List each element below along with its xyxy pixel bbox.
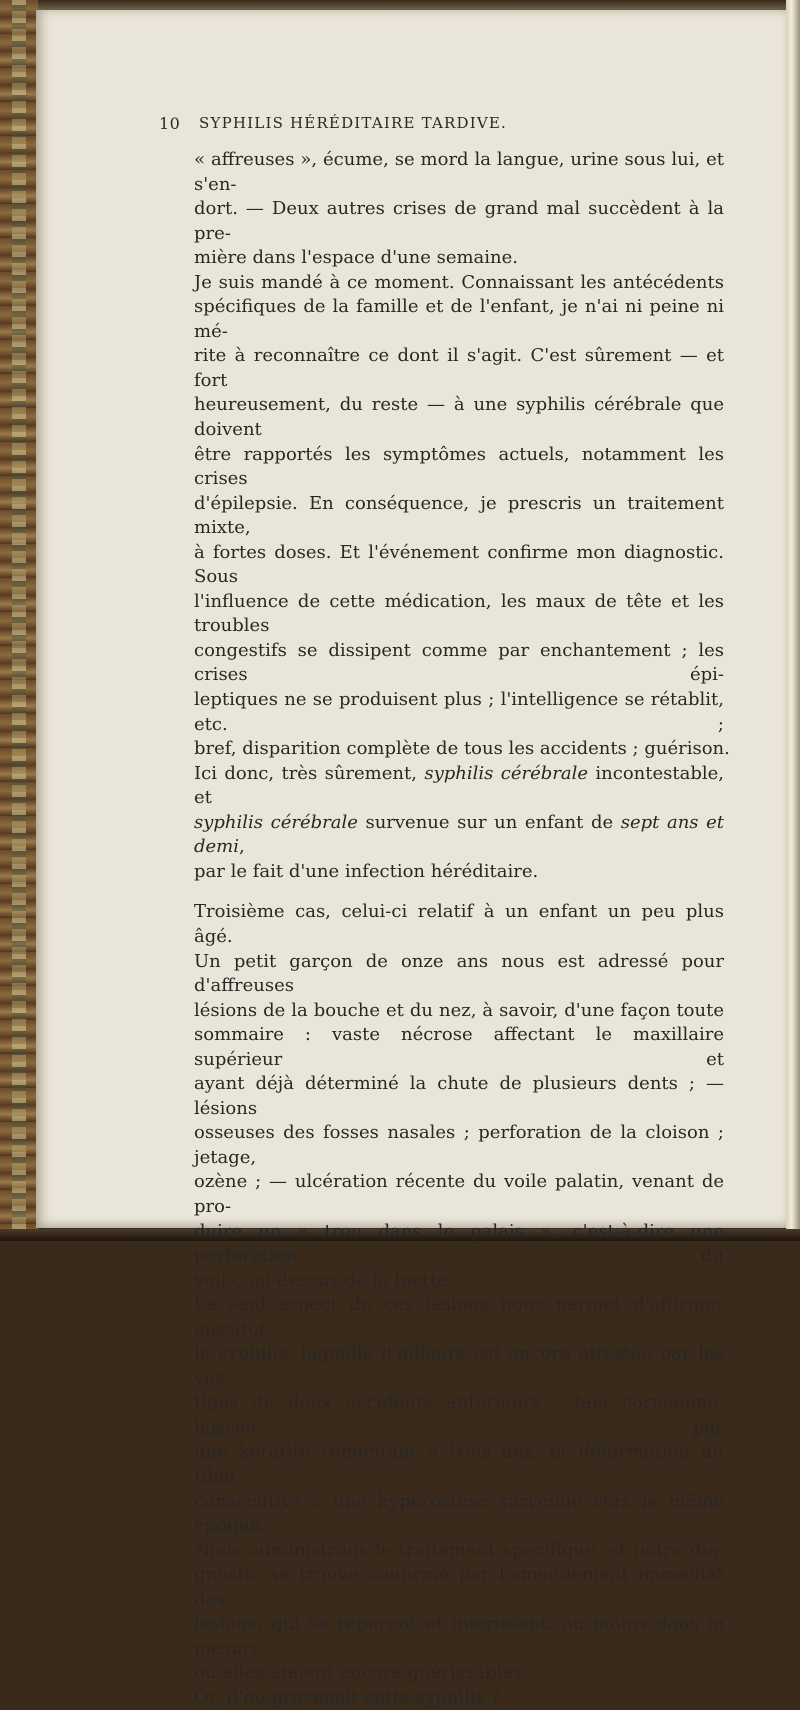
text-line: Le seul aspect de ces lésions nous permet d'affirmer aussitôt <box>194 1294 724 1340</box>
text-line: Troisième cas, celui-ci relatif à un enfant un peu plus âgé. <box>194 901 724 947</box>
paragraph-gap <box>194 884 724 900</box>
book-spine <box>0 0 38 1241</box>
text-line: spécifiques de la famille et de l'enfant, je n'ai ni peine ni mé- <box>194 296 724 342</box>
text-line: sommaire : vaste nécrose affectant le maxillaire supérieur et <box>194 1024 724 1070</box>
text-line: ozène ; — ulcération récente du voile palatin, venant de pro- <box>194 1171 724 1217</box>
italic-text: syphilis cérébrale <box>194 811 358 833</box>
text-line: Ici donc, très sûrement, syphilis cérébrale incontestable, et <box>194 762 724 809</box>
text-line: Or, d'où provenait cette syphilis ? <box>194 1686 501 1708</box>
page-number: 10 <box>159 114 181 133</box>
paragraph <box>194 271 730 762</box>
italic-text: sept ans et demi <box>194 811 724 858</box>
paragraph <box>194 1686 724 1710</box>
text-line: Nous administrons le traitement spécifique, et notre dia- <box>194 1539 724 1561</box>
text-line: syphilis cérébrale survenue sur un enfant de sept ans et demi, <box>194 811 724 858</box>
body-text <box>194 148 730 1710</box>
paragraph <box>194 762 724 885</box>
text-line: à fortes doses. Et l'événement confirme mon diagnostic. Sous <box>194 541 724 588</box>
text-line: d'épilepsie. En conséquence, je prescris un traitement mixte, <box>194 492 724 539</box>
text-line: être rapportés les symptômes actuels, notamment les crises <box>194 443 724 490</box>
text-line: congestifs se dissipent comme par enchantement ; les crises épi- <box>194 639 724 686</box>
text-line: ayant déjà déterminé la chute de plusieurs dents ; — lésions <box>194 1073 724 1119</box>
paragraph <box>194 1293 724 1686</box>
page-right-edge <box>786 0 800 1241</box>
text-line: gnostic se trouve confirmé par l'amendement immédiat des <box>194 1564 724 1610</box>
text-line: une kératite remontant à trois ans, et déformation du tibia <box>194 1441 724 1487</box>
text-line: l'influence de cette médication, les maux de tête et les troubles <box>194 590 724 637</box>
text-line: la syphilis, laquelle d'ailleurs est encore attestée par les ves- <box>194 1343 724 1389</box>
text-line: leptiques ne se produisent plus ; l'intelligence se rétablit, etc. ; <box>194 689 724 735</box>
text-line: dort. — Deux autres crises de grand mal succèdent à la pre- <box>194 198 724 244</box>
text-line: par le fait d'une infection héréditaire. <box>194 860 539 882</box>
paragraph <box>194 900 724 1293</box>
text-line: osseuses des fosses nasales ; perforation de la cloison ; jetage, <box>194 1122 724 1168</box>
text-line: où elles étaient encore guérissables. <box>194 1662 528 1684</box>
text-line: mière dans l'espace d'une semaine. <box>194 247 519 269</box>
text-line: lésions, qui se réparent et guérissent, au moins dans la mesure <box>194 1613 724 1659</box>
text-line: heureusement, du reste — à une syphilis cérébrale que doivent <box>194 394 724 441</box>
paragraph <box>194 148 724 271</box>
italic-text: syphilis cérébrale <box>424 762 588 784</box>
text-line: bref, disparition complète de tous les accidents ; guérison. <box>194 738 730 760</box>
running-title: SYPHILIS HÉRÉDITAIRE TARDIVE. <box>199 114 508 132</box>
text-line: « affreuses », écume, se mord la langue, urine sous lui, et s'en- <box>194 149 724 195</box>
text-line: lésions de la bouche et du nez, à savoir, d'une façon toute <box>194 999 724 1021</box>
text-line: tiges de deux accidents antérieurs : taie cornéenne, laissée par <box>194 1392 724 1438</box>
text-line: Un petit garçon de onze ans nous est adressé pour d'affreuses <box>194 950 724 997</box>
text-line: Je suis mandé à ce moment. Connaissant les antécédents <box>194 271 724 293</box>
text-line: rite à reconnaître ce dont il s'agit. C'est sûrement — et fort <box>194 345 724 391</box>
text-line: duire un « trou dans le palais », c'est-à-dire une perforation du <box>194 1220 724 1267</box>
running-header <box>159 114 719 136</box>
text-line: consécutive à une hyperostose survenue vers la même époque. <box>194 1490 724 1537</box>
text-line: voile, au-dessus de la luette. <box>194 1269 454 1291</box>
